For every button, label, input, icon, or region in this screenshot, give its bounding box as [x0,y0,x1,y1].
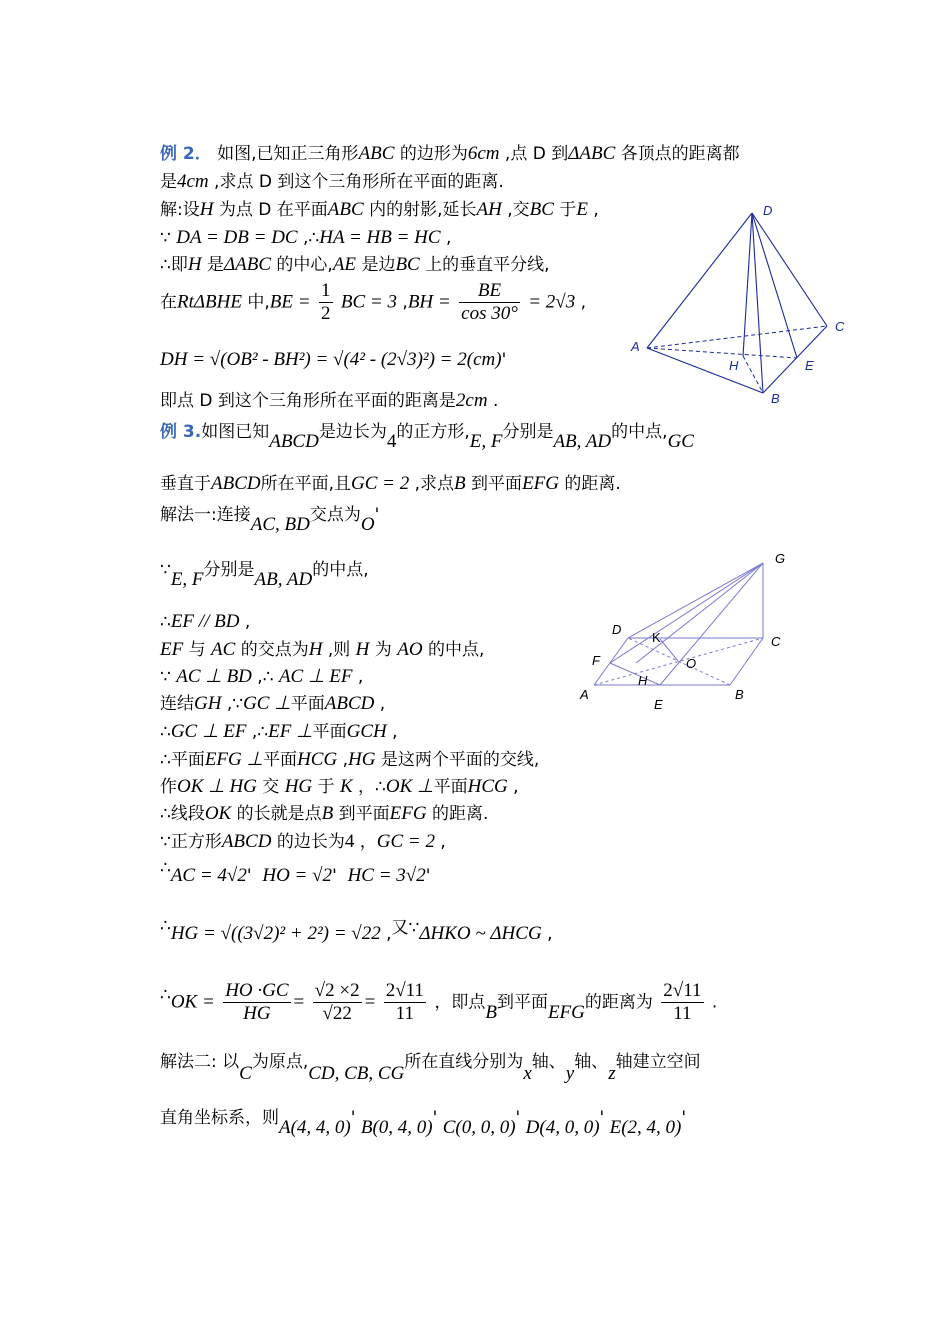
example2-line2: 是4cm ,求点 D 到这个三角形所在平面的距离. [160,171,504,192]
label-C: C [835,319,845,334]
example2-line3: 解:设H 为点 D 在平面ABC 内的射影,延长AH ,交BC 于E , [160,199,599,220]
edge-GF [610,563,763,663]
example3-line15: ∴HG = √((3√2)² + 2²) = √22 ,又∵ΔHKO ~ ΔHCG , [160,916,553,944]
example3-line17: 解法二: 以C为原点,CD, CB, CG所在直线分别为x轴、y轴、z轴建立空间 [160,1052,701,1084]
edge-AC [647,326,827,348]
example3-line6: EF 与 AC 的交点为H ,则 H 为 AO 的中点, [160,639,485,660]
square-pyramid-figure [570,545,810,720]
example2-line5: ∴即H 是ΔABC 的中心,AE 是边BC 上的垂直平分线, [160,254,550,275]
edge-DH [743,213,752,356]
label-K: K [652,630,661,645]
label-H: H [729,358,739,373]
edge-GE [660,563,763,685]
example3-line14: ∴AC = 4√2' HO = √2' HC = 3√2' [160,858,431,886]
example3-line1: 例 3.如图已知ABCD是边长为4的正方形,E, F分别是AB, AD的中点,GC [160,422,694,452]
example2-line1: 例 2． 如图,已知正三角形ABC 的边形为6cm ,点 D 到ΔABC 各顶点的距离都 [160,143,740,164]
example3-line11: 作OK ⊥ HG 交 HG 于 K ，∴OK ⊥平面HCG , [160,776,519,797]
example2-line8: 即点 D 到这个三角形所在平面的距离是2cm . [160,390,499,411]
label-E: E [805,358,814,373]
example3-line2: 垂直于ABCD所在平面,且GC = 2 ,求点B 到平面EFG 的距离. [160,473,621,494]
edge-DA [647,213,752,348]
edge-DC [752,213,827,326]
edge-GD [628,563,763,638]
example3-line5: ∴EF // BD , [160,611,251,632]
edge-DB [752,213,763,393]
example3-line16: ∴OK = $\frac{HO \cdot GC}{HG}$ = $\frac{√2 \times 2}{√22}$ = $\frac{2√11}{11}$ ，即点B到平面EFG的距离为 $\frac{2√11}{11}$ . [160,980,718,1024]
label-E: E [654,697,663,712]
label-B: B [735,687,744,702]
example3-line7: ∵ AC ⊥ BD ,∴ AC ⊥ EF , [160,666,364,687]
example3-title: 例 3. [160,422,202,442]
example3-line4: ∵E, F分别是AB, AD的中点, [160,560,369,590]
edge-HB [743,356,763,393]
edge-CB [730,638,763,685]
fraction-one-half: $\frac{1}{2}$ [321,280,331,324]
example3-line10: ∴平面EFG ⊥平面HCG ,HG 是这两个平面的交线, [160,749,540,770]
label-C: C [771,634,781,649]
example3-line8: 连结GH ,∵GC ⊥平面ABCD , [160,693,386,714]
label-B: B [771,391,780,406]
example2-title: 例 2． [160,144,212,164]
example2-line7: DH = √(OB² - BH²) = √(4² - (2√3)²) = 2(cm)' [160,349,507,370]
label-G: G [775,551,786,566]
example3-line12: ∴线段OK 的长就是点B 到平面EFG 的距离. [160,803,489,824]
label-A: A [580,687,589,702]
fraction-be-cos30: $\frac{BE}{\cos 30^\circ}$ [461,280,518,324]
example2-line6: 在RtΔBHE 中,BE = $\frac{1}{2}$ BC = 3 ,BH = $\frac{BE}{\cos 30^\circ}$ = 2√3 , [160,280,587,324]
label-D: D [612,622,622,637]
example3-line18: 直角坐标系，则A(4, 4, 0)' B(0, 4, 0)' C(0, 0, 0)' D(4, 0, 0)' E(2, 4, 0)' [160,1108,687,1138]
example3-line9: ∴GC ⊥ EF ,∴EF ⊥平面GCH , [160,721,398,742]
edge-OK [660,639,678,661]
label-D: D [763,203,773,218]
example2-line4: ∵ DA = DB = DC ,∴HA = HB = HC , [160,227,452,248]
example3-line3: 解法一:连接AC, BD交点为O' [160,505,380,535]
edge-GH [636,563,763,663]
fraction-sqrt2-times-2: $\frac{√2 \times 2}{√22}$ [314,980,360,1024]
edge-BC [763,326,827,393]
label-F: F [592,653,600,668]
fraction-answer: $\frac{2√11}{11}$ [663,980,702,1024]
fraction-ho-gc-over-hg: $\frac{HO \cdot GC}{HG}$ [225,980,289,1024]
label-O: O [686,656,697,671]
tetrahedron-figure [625,198,855,413]
fraction-2sqrt11-over-11: $\frac{2√11}{11}$ [385,980,424,1024]
example3-line13: ∵正方形ABCD 的边长为4 ，GC = 2 , [160,831,446,852]
label-A: A [631,339,640,354]
label-H: H [638,673,648,688]
edge-DE [752,213,797,358]
